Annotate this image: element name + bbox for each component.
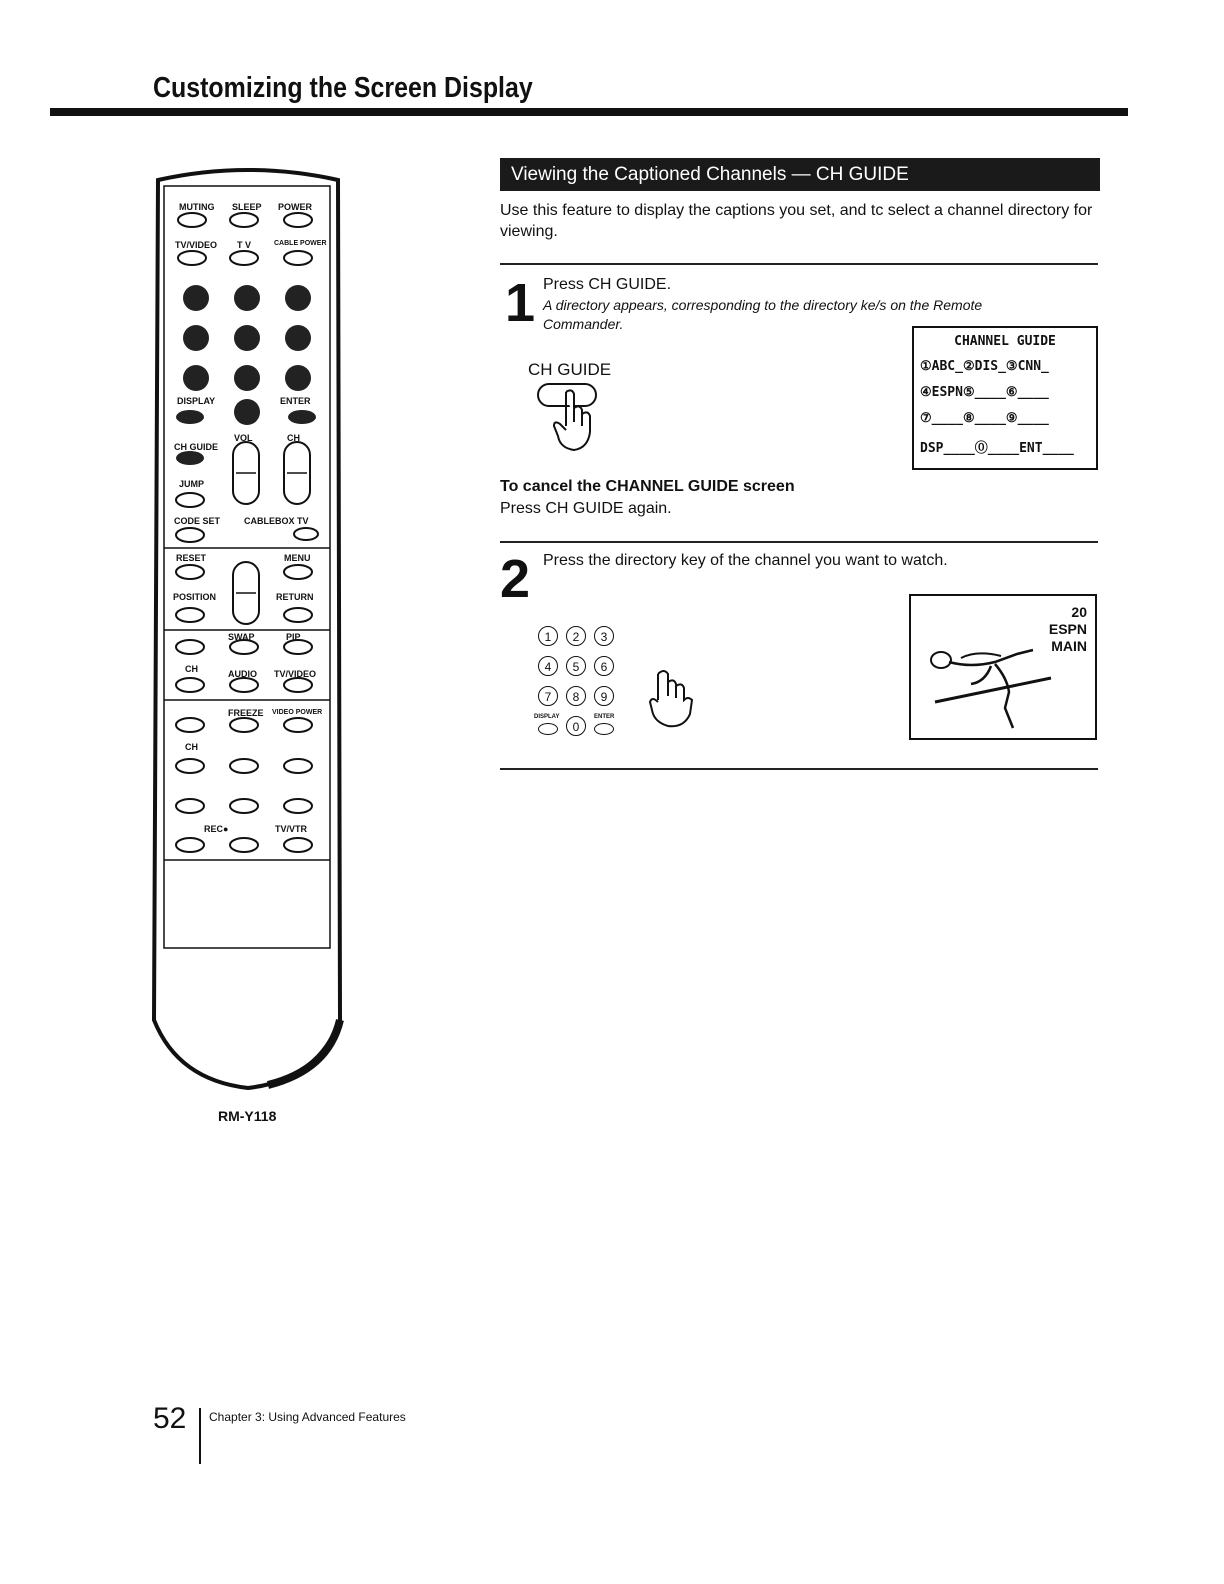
remote-control-illustration xyxy=(148,160,348,1090)
high-jumper-icon xyxy=(921,638,1061,738)
swap-label: SWAP xyxy=(228,632,255,642)
key-2: 2 xyxy=(566,626,586,646)
display-key-label: DISPLAY xyxy=(534,714,560,720)
pip-label: PIP xyxy=(286,632,301,642)
key-6: 6 xyxy=(594,656,614,676)
end-rule xyxy=(500,768,1098,770)
key-5: 5 xyxy=(566,656,586,676)
rec-label: REC● xyxy=(204,824,229,834)
display-key xyxy=(538,723,558,735)
reset-label: RESET xyxy=(176,553,207,563)
tvvtr-label: TV/VTR xyxy=(275,824,308,834)
ch3-label: CH xyxy=(185,742,198,752)
page-title: Customizing the Screen Display xyxy=(153,72,533,104)
ch-label: CH xyxy=(287,433,300,443)
return-label: RETURN xyxy=(276,592,314,602)
tv-label: T V xyxy=(237,240,252,250)
sleep-label: SLEEP xyxy=(232,202,262,212)
enter-label: ENTER xyxy=(280,396,311,406)
power-label: POWER xyxy=(278,202,313,212)
cablebox-tv-label: CABLEBOX TV xyxy=(244,516,309,526)
section-header: Viewing the Captioned Channels — CH GUIDE xyxy=(500,158,1100,191)
muting-label: MUTING xyxy=(179,202,215,212)
title-rule xyxy=(50,108,1128,116)
audio-label: AUDIO xyxy=(228,669,257,679)
osd-row-2: ④ESPN⑤____⑥____ xyxy=(920,385,1049,400)
step1-instruction: Press CH GUIDE. xyxy=(543,276,672,293)
key-7: 7 xyxy=(538,686,558,706)
screen-channel: 20 xyxy=(1071,604,1087,620)
jump-label: JUMP xyxy=(179,479,205,489)
osd-row-3: ⑦____⑧____⑨____ xyxy=(920,411,1049,426)
menu-label: MENU xyxy=(284,553,311,563)
display-label: DISPLAY xyxy=(177,396,216,406)
hand-pointer-icon xyxy=(646,666,706,730)
osd-row-4: DSP____⓪____ENT____ xyxy=(920,441,1074,456)
codeset-label: CODE SET xyxy=(174,516,221,526)
chguide-label: CH GUIDE xyxy=(174,442,219,452)
step1-rule xyxy=(500,263,1098,265)
screen-source: MAIN xyxy=(1051,638,1087,654)
page-number: 52 xyxy=(153,1402,187,1435)
key-1: 1 xyxy=(538,626,558,646)
screen-network: ESPN xyxy=(1048,621,1087,637)
step2-rule xyxy=(500,541,1098,543)
freeze-label: FREEZE xyxy=(228,708,264,718)
key-0: 0 xyxy=(566,716,586,736)
key-8: 8 xyxy=(566,686,586,706)
remote-model-label: RM-Y118 xyxy=(218,1108,277,1124)
videopower-label: VIDEO POWER xyxy=(272,709,323,716)
position-label: POSITION xyxy=(173,592,217,602)
channel-guide-osd xyxy=(912,326,1098,470)
cancel-text: Press CH GUIDE again. xyxy=(500,500,672,517)
enter-key xyxy=(594,723,614,735)
intro-paragraph: Use this feature to display the captions you set, and tc select a channel directory for viewing. xyxy=(500,202,1093,240)
step1-note: A directory appears, corresponding to the directory ke/s on the Remote Commander. xyxy=(543,297,983,332)
osd-row-1: ①ABC_②DIS_③CNN_ xyxy=(920,359,1049,374)
remote-body-icon xyxy=(148,160,348,1090)
enter-key-label: ENTER xyxy=(594,714,615,720)
cablepower-label: CABLE POWER xyxy=(274,240,327,247)
step1-number: 1 xyxy=(505,273,536,333)
key-4: 4 xyxy=(538,656,558,676)
step2-instruction: Press the directory key of the channel you want to watch. xyxy=(543,552,948,569)
key-9: 9 xyxy=(594,686,614,706)
key-3: 3 xyxy=(594,626,614,646)
ch-guide-button-label: CH GUIDE xyxy=(528,360,612,379)
tvvideo-label: TV/VIDEO xyxy=(175,240,218,250)
footer-divider xyxy=(199,1408,201,1464)
step2-number: 2 xyxy=(500,549,531,609)
tvvideo2-label: TV/VIDEO xyxy=(274,669,317,679)
cancel-heading: To cancel the CHANNEL GUIDE screen xyxy=(500,478,795,495)
vol-label: VOL xyxy=(234,433,253,443)
ch2-label: CH xyxy=(185,664,198,674)
osd-title: CHANNEL GUIDE xyxy=(954,334,1056,349)
hand-press-icon xyxy=(536,382,606,457)
tv-screen-illustration xyxy=(909,594,1097,740)
chapter-label: Chapter 3: Using Advanced Features xyxy=(209,1410,406,1424)
keypad-illustration xyxy=(536,622,706,742)
